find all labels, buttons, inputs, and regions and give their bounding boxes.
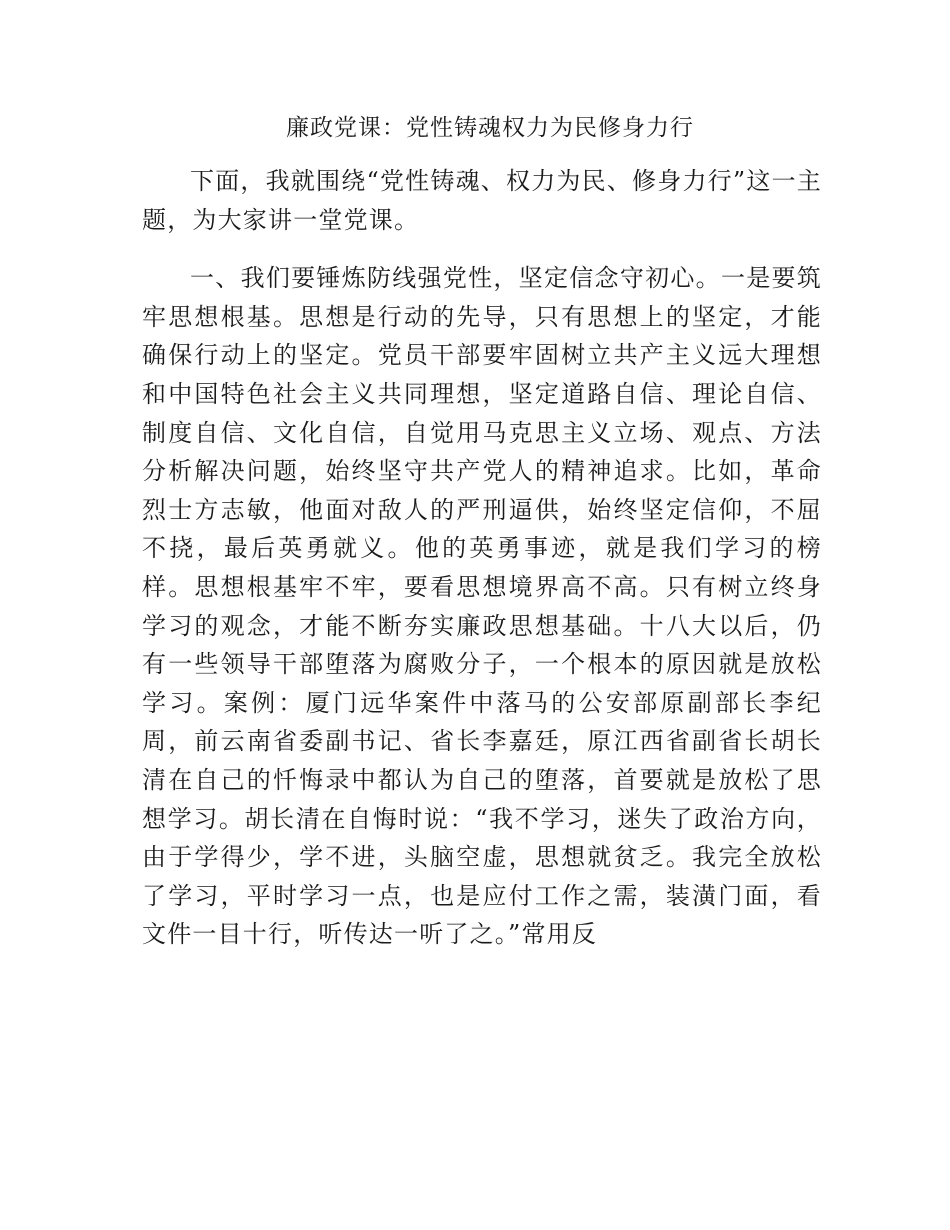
document-page <box>142 108 822 954</box>
document-title: 廉政党课：党性铸魂权力为民修身力行 <box>286 115 694 141</box>
paragraph-intro: 下面，我就围绕“党性铸魂、权力为民、修身力行”这一主题，为大家讲一堂党课。 <box>142 167 822 234</box>
paragraph-section-one: 一、我们要锤炼防线强党性，坚定信念守初心。一是要筑牢思想根基。思想是行动的先导，只有思想上的坚定，才能确保行动上的坚定。党员干部要牢固树立共产主义远大理想和中国特色社会主义共同理想，坚定道路自信、理论自信、制度自信、文化自信，自觉用马克思主义立场、观点、方法分析解决问题，始终坚守共产党人的精神追求。比如，革命烈士方志敏，他面对敌人的严刑逼供，始终坚定信仰，不屈不挠，最后英勇就义。他的英勇事迹，就是我们学习的榜样。思想根基牢不牢，要看思想境界高不高。只有树立终身学习的观念，才能不断夯实廉政思想基础。十八大以后，仍有一些领导干部堕落为腐败分子，一个根本的原因就是放松学习。案例：厦门远华案件中落马的公安部原副部长李纪周，前云南省委副书记、省长李嘉廷，原江西省副省长胡长清在自己的忏悔录中都认为自己的堕落，首要就是放松了思想学习。胡长清在自悔时说：“我不学习，迷失了政治方向，由于学得少，学不进，头脑空虚，思想就贫乏。我完全放松了学习，平时学习一点，也是应付工作之需，装潢门面，看文件一目十行，听传达一听了之。”常用反 <box>142 264 822 949</box>
